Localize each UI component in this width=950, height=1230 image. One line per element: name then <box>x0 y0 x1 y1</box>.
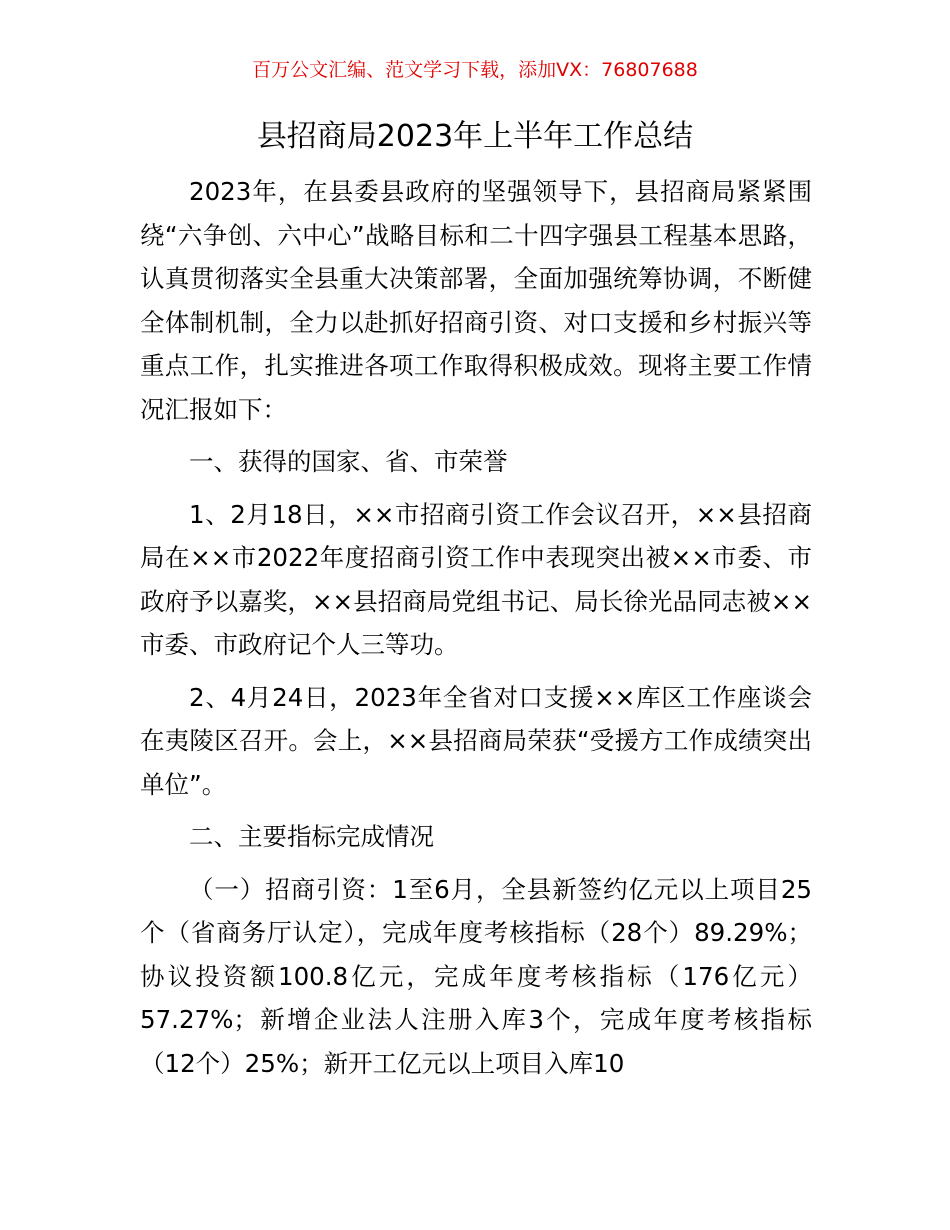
header-banner: 百万公文汇编、范文学习下载，添加VX：76807688 <box>252 59 698 81</box>
section-heading-indicators: 二、主要指标完成情况 <box>189 822 434 851</box>
document-title: 县招商局2023年上半年工作总结 <box>256 119 694 154</box>
honor-item-2: 2、4月24日，2023年全省对口支援××库区工作座谈会在夷陵区召开。会上，××县招商局荣获“受援方工作成绩突出单位”。 <box>140 682 812 799</box>
indicator-paragraph-investment: （一）招商引资：1至6月，全县新签约亿元以上项目25个（省商务厅认定），完成年度考核指标（28个）89.29%；协议投资额100.8亿元，完成年度考核指标（176亿元）57.27%；新增企业法人注册入库3个，完成年度考核指标（12个）25%；新开工亿元以上项目入库10 <box>140 874 812 1078</box>
intro-paragraph: 2023年，在县委县政府的坚强领导下，县招商局紧紧围绕“六争创、六中心”战略目标和二十四字强县工程基本思路，认真贯彻落实全县重大决策部署，全面加强统筹协调，不断健全体制机制，全力以赴抓好招商引资、对口支援和乡村振兴等重点工作，扎实推进各项工作取得积极成效。现将主要工作情况汇报如下： <box>140 177 812 424</box>
honor-item-1: 1、2月18日，××市招商引资工作会议召开，××县招商局在××市2022年度招商引资工作中表现突出被××市委、市政府予以嘉奖，××县招商局党组书记、局长徐光品同志被××市委、市政府记个人三等功。 <box>140 499 812 659</box>
document-body <box>140 170 812 1085</box>
section-heading-honors: 一、获得的国家、省、市荣誉 <box>189 447 508 476</box>
